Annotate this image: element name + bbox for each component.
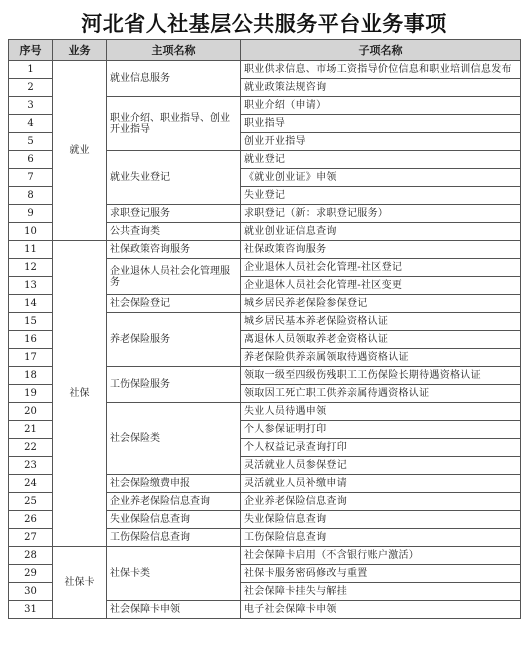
row-index: 20 — [9, 403, 53, 421]
row-sub-item: 个人权益记录查询打印 — [241, 439, 521, 457]
row-index: 16 — [9, 331, 53, 349]
row-sub-item: 离退休人员领取养老金资格认证 — [241, 331, 521, 349]
table-row — [9, 547, 521, 565]
row-index: 22 — [9, 439, 53, 457]
table-row — [9, 61, 521, 79]
row-index: 30 — [9, 583, 53, 601]
row-sub-item: 就业创业证信息查询 — [241, 223, 521, 241]
row-sub-item: 养老保险供养亲属领取待遇资格认证 — [241, 349, 521, 367]
row-sub-item: 社保政策咨询服务 — [241, 241, 521, 259]
row-sub-item: 城乡居民养老保险参保登记 — [241, 295, 521, 313]
row-sub-item: 就业登记 — [241, 151, 521, 169]
row-index: 9 — [9, 205, 53, 223]
row-main-item: 就业失业登记 — [107, 151, 241, 205]
row-index: 13 — [9, 277, 53, 295]
row-sub-item: 求职登记（新：求职登记服务） — [241, 205, 521, 223]
row-sub-item: 失业人员待遇申领 — [241, 403, 521, 421]
row-sub-item: 工伤保险信息查询 — [241, 529, 521, 547]
row-main-item: 社保卡类 — [107, 547, 241, 601]
row-main-item: 工伤保险信息查询 — [107, 529, 241, 547]
row-index: 14 — [9, 295, 53, 313]
row-sub-item: 失业保险信息查询 — [241, 511, 521, 529]
row-category: 就业 — [53, 61, 107, 241]
row-sub-item: 职业指导 — [241, 115, 521, 133]
table-row — [9, 241, 521, 259]
row-index: 24 — [9, 475, 53, 493]
row-index: 26 — [9, 511, 53, 529]
row-main-item: 社保政策咨询服务 — [107, 241, 241, 259]
row-sub-item: 领取一级至四级伤残职工工伤保险长期待遇资格认证 — [241, 367, 521, 385]
row-main-item: 公共查询类 — [107, 223, 241, 241]
row-sub-item: 灵活就业人员参保登记 — [241, 457, 521, 475]
row-index: 3 — [9, 97, 53, 115]
row-index: 19 — [9, 385, 53, 403]
row-sub-item: 职业介绍（申请） — [241, 97, 521, 115]
row-index: 29 — [9, 565, 53, 583]
row-main-item: 养老保险服务 — [107, 313, 241, 367]
row-index: 21 — [9, 421, 53, 439]
row-sub-item: 企业退休人员社会化管理-社区变更 — [241, 277, 521, 295]
row-sub-item: 企业退休人员社会化管理-社区登记 — [241, 259, 521, 277]
row-index: 1 — [9, 61, 53, 79]
row-main-item: 社会保障卡申领 — [107, 601, 241, 619]
page-title: 河北省人社基层公共服务平台业务事项 — [81, 12, 447, 36]
row-index: 25 — [9, 493, 53, 511]
row-index: 8 — [9, 187, 53, 205]
row-index: 27 — [9, 529, 53, 547]
table-header-row — [9, 40, 521, 61]
header-main-item: 主项名称 — [107, 40, 241, 61]
row-index: 17 — [9, 349, 53, 367]
row-index: 6 — [9, 151, 53, 169]
row-index: 10 — [9, 223, 53, 241]
row-index: 11 — [9, 241, 53, 259]
row-main-item: 职业介绍、职业指导、创业开业指导 — [107, 97, 241, 151]
row-sub-item: 创业开业指导 — [241, 133, 521, 151]
service-items-table — [8, 39, 521, 619]
row-category: 社保 — [53, 241, 107, 547]
row-sub-item: 电子社会保障卡申领 — [241, 601, 521, 619]
row-main-item: 失业保险信息查询 — [107, 511, 241, 529]
row-sub-item: 职业供求信息、市场工资指导价位信息和职业培训信息发布 — [241, 61, 521, 79]
row-main-item: 工伤保险服务 — [107, 367, 241, 403]
header-category: 业务 — [53, 40, 107, 61]
row-sub-item: 企业养老保险信息查询 — [241, 493, 521, 511]
row-main-item: 企业养老保险信息查询 — [107, 493, 241, 511]
row-sub-item: 社会保障卡启用（不含银行账户激活） — [241, 547, 521, 565]
row-index: 28 — [9, 547, 53, 565]
row-main-item: 企业退休人员社会化管理服务 — [107, 259, 241, 295]
row-index: 4 — [9, 115, 53, 133]
row-sub-item: 灵活就业人员补缴申请 — [241, 475, 521, 493]
row-category: 社保卡 — [53, 547, 107, 619]
row-sub-item: 就业政策法规咨询 — [241, 79, 521, 97]
row-main-item: 求职登记服务 — [107, 205, 241, 223]
row-index: 7 — [9, 169, 53, 187]
row-sub-item: 城乡居民基本养老保险资格认证 — [241, 313, 521, 331]
row-sub-item: 社会保障卡挂失与解挂 — [241, 583, 521, 601]
header-sub-item: 子项名称 — [241, 40, 521, 61]
row-sub-item: 个人参保证明打印 — [241, 421, 521, 439]
row-index: 5 — [9, 133, 53, 151]
row-index: 18 — [9, 367, 53, 385]
row-main-item: 社会保险类 — [107, 403, 241, 475]
row-index: 2 — [9, 79, 53, 97]
row-main-item: 就业信息服务 — [107, 61, 241, 97]
row-index: 12 — [9, 259, 53, 277]
row-index: 15 — [9, 313, 53, 331]
row-sub-item: 社保卡服务密码修改与重置 — [241, 565, 521, 583]
row-main-item: 社会保险登记 — [107, 295, 241, 313]
header-index: 序号 — [9, 40, 53, 61]
row-index: 23 — [9, 457, 53, 475]
row-main-item: 社会保险缴费申报 — [107, 475, 241, 493]
row-sub-item: 失业登记 — [241, 187, 521, 205]
row-sub-item: 《就业创业证》申领 — [241, 169, 521, 187]
row-index: 31 — [9, 601, 53, 619]
row-sub-item: 领取因工死亡职工供养亲属待遇资格认证 — [241, 385, 521, 403]
